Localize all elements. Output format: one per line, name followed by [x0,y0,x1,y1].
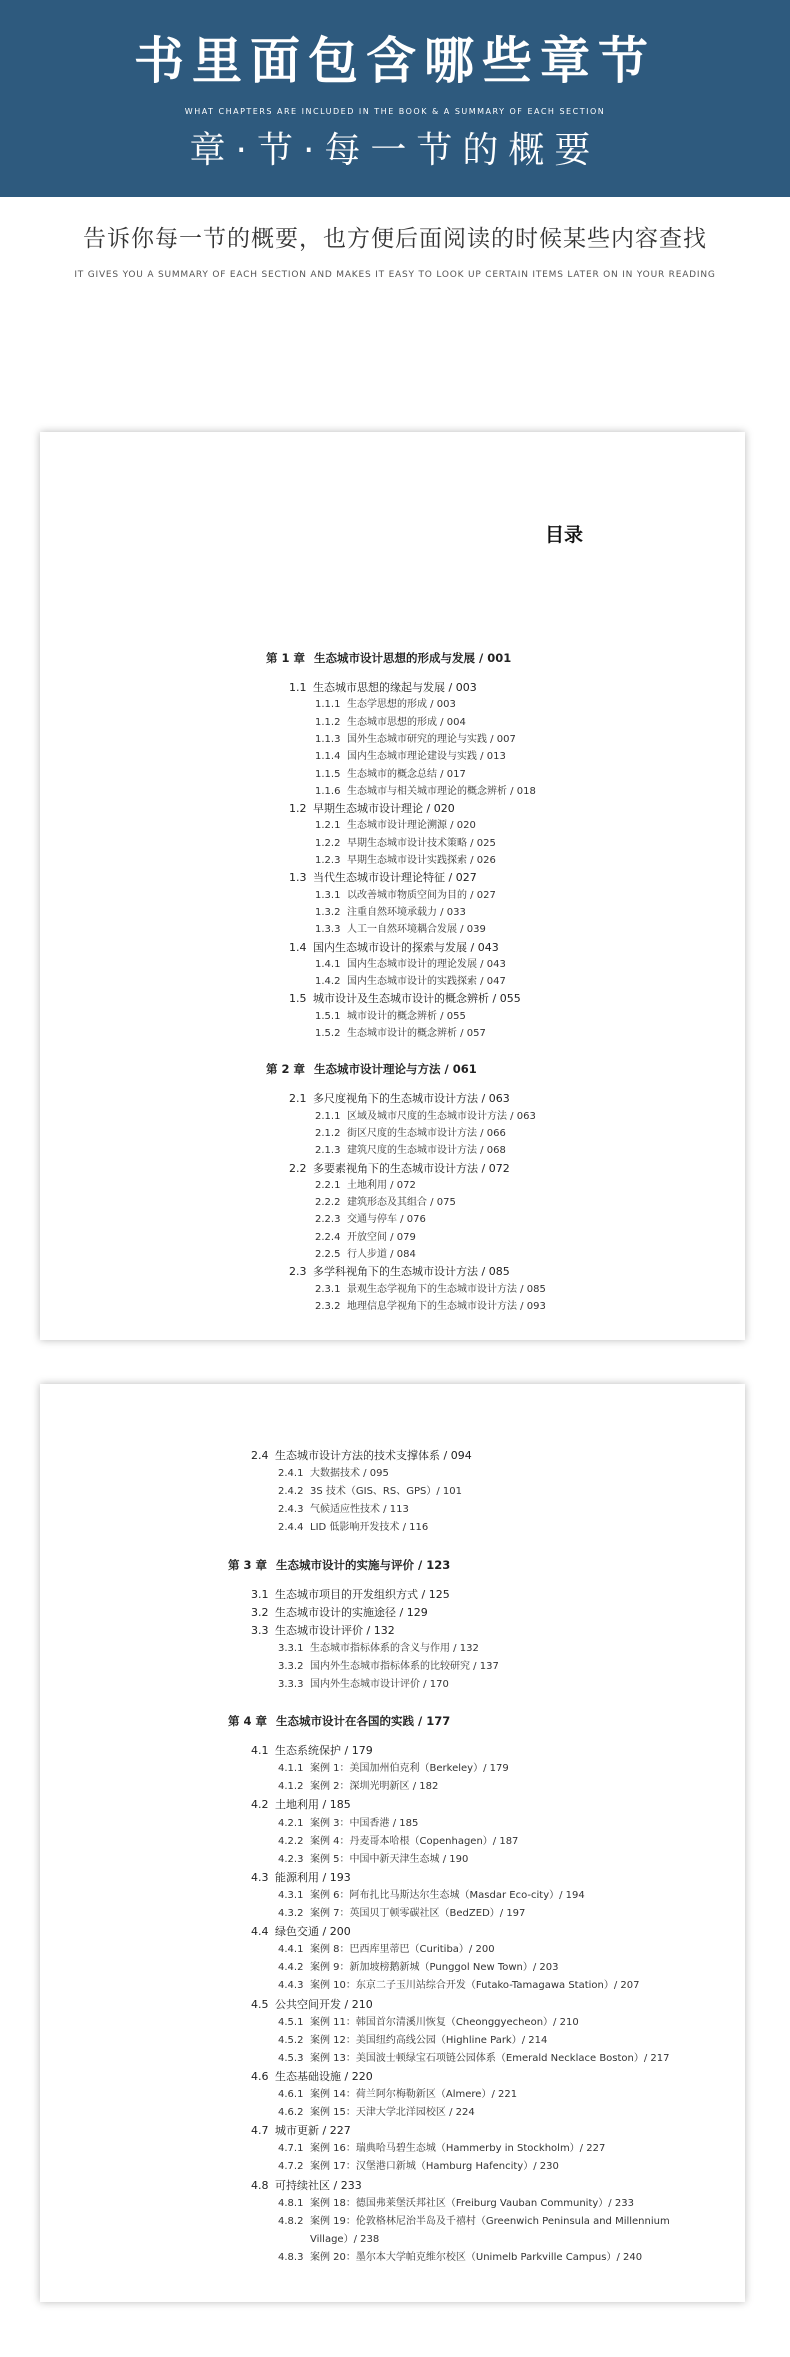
toc-entry-number: 1.1.1 [315,699,341,711]
toc-entry-number: 4.4.3 [278,1980,304,1992]
toc-entry-number: 2.1.1 [315,1110,341,1122]
toc-entry-number: 2.4.4 [278,1522,304,1534]
toc-entry-text: 地理信息学视角下的生态城市设计方法 / 093 [347,1300,546,1312]
toc-entry-number: 1.5.1 [315,1010,341,1022]
toc-entry-text: 生态系统保护 / 179 [275,1744,373,1758]
toc-entry-text: 案例 17：汉堡港口新城（Hamburg Hafencity）/ 230 [310,2161,559,2173]
toc-entry-sub [278,1659,499,1675]
toc-entry-chapter [266,1061,477,1077]
toc-entry-text: 绿色交通 / 200 [275,1925,351,1939]
toc-entry-sub [278,1677,449,1693]
toc-entry-sub [278,1779,438,1795]
toc-entry-number: 1.2.2 [315,837,341,849]
toc-entry-sub [278,1888,585,1904]
toc-entry-text: 案例 7：英国贝丁顿零碳社区（BedZED）/ 197 [310,1908,526,1919]
toc-entry-sub [278,1484,462,1500]
toc-entry-number: 1.1 [289,681,307,694]
toc-entry-text: 国内生态城市设计的理论发展 / 043 [347,958,506,970]
toc-entry-number: 2.4.1 [278,1468,304,1480]
toc-entry-text: 3S 技术（GIS、RS、GPS）/ 101 [310,1486,462,1498]
toc-entry-number: 4.6.1 [278,2089,304,2100]
toc-entry-text: 生态城市思想的形成 / 004 [347,716,466,728]
toc-entry-section [251,1797,351,1813]
toc-entry-section [289,991,521,1007]
toc-entry-text: 生态城市的概念总结 / 017 [347,768,466,780]
banner-title: 书里面包含哪些章节 [134,32,656,90]
toc-entry-number: 1.1.3 [315,733,341,745]
toc-entry-number: 1.2.3 [315,855,341,866]
toc-entry-text: 人工一自然环境耦合发展 / 039 [347,924,486,936]
toc-entry-sub [278,2159,559,2175]
toc-entry-text: 案例 4：丹麦哥本哈根（Copenhagen）/ 187 [310,1835,519,1847]
toc-entry-number: 4.5.3 [278,2052,304,2064]
toc-entry-sub [278,1761,509,1777]
toc-entry-sub [278,1520,428,1536]
toc-entry-sub [315,974,506,990]
toc-entry-cont [278,2232,379,2248]
toc-entry-number: 2.4 [251,1449,269,1462]
toc-entry-text: 景观生态学视角下的生态城市设计方法 / 085 [347,1283,546,1295]
toc-entry-text: 国内外生态城市指标体系的比较研究 / 137 [310,1660,499,1672]
toc-entry-text: 案例 1：美国加州伯克利（Berkeley）/ 179 [310,1763,509,1775]
toc-entry-sub [315,1282,546,1298]
toc-entry-text: 案例 12：美国纽约高线公园（Highline Park）/ 214 [310,2034,548,2046]
toc-entry-section [289,1264,510,1280]
toc-entry-sub [278,2087,517,2103]
toc-entry-sub [315,1178,416,1194]
toc-entry-section [251,1997,373,2013]
toc-entry-number: 3.3.1 [278,1642,304,1654]
toc-entry-text: 注重自然环境承载力 / 033 [347,906,466,918]
toc-entry-number: 1.2.1 [315,820,341,832]
toc-entry-number: 1.3.1 [315,889,341,901]
toc-entry-number: 4.4.1 [278,1944,304,1956]
toc-entry-text: 案例 19：伦敦格林尼治半岛及千禧村（Greenwich Peninsula and Millennium [310,2215,670,2227]
toc-entry-text: 案例 20：墨尔本大学帕克维尔校区（Unimelb Parkville Campus）/ 240 [310,2251,643,2263]
toc-entry-number: 4.1.1 [278,1763,304,1775]
toc-entry-text: 生态城市与相关城市理论的概念辨析 / 018 [347,785,536,797]
toc-entry-text: 早期生态城市设计技术策略 / 025 [347,837,496,849]
banner-subtitle-zh: 章·节·每一节的概要 [189,130,601,171]
toc-entry-section [251,2178,362,2194]
toc-entry-sub [278,1852,468,1868]
toc-entry-text: 案例 18：德国弗莱堡沃邦社区（Freiburg Vauban Community）/ 233 [310,2197,634,2209]
toc-entry-number: 4.6 [251,2069,269,2083]
toc-entry-text: 可持续社区 / 233 [275,2178,362,2192]
toc-entry-number: 2.4.3 [278,1504,304,1516]
toc-entry-text: 案例 2：深圳光明新区 / 182 [310,1781,439,1793]
intro-text-zh: 告诉你每一节的概要，也方便后面阅读的时候某些内容查找 [83,226,707,252]
toc-entry-number: 第 1 章 [266,651,306,665]
toc-entry-number: 4.5.1 [278,2016,304,2028]
toc-entry-text: 多尺度视角下的生态城市设计方法 / 063 [313,1092,510,1106]
toc-entry-text: 国内生态城市理论建设与实践 / 013 [347,751,506,763]
toc-entry-section [251,1924,351,1940]
toc-entry-number: 3.1 [251,1587,269,1601]
toc-entry-text: 案例 11：韩国首尔清溪川恢复（Cheonggyecheon）/ 210 [310,2016,579,2028]
toc-entry-number: 1.5.2 [315,1028,341,1039]
toc-entry-sub [315,1126,506,1142]
toc-entry-sub [315,749,506,765]
toc-entry-section [289,870,477,886]
toc-entry-number: 4.8.2 [278,2215,304,2227]
toc-entry-text: 城市设计及生态城市设计的概念辨析 / 055 [313,992,521,1006]
toc-entry-number: 4.7 [251,2124,269,2138]
toc-entry-text: 案例 16：瑞典哈马碧生态城（Hammerby in Stockholm）/ 227 [310,2143,606,2155]
toc-entry-sub [315,957,506,973]
toc-entry-sub [278,2250,642,2266]
toc-entry-number: 4.8.3 [278,2251,304,2263]
toc-entry-text: 生态城市设计在各国的实践 / 177 [276,1714,451,1729]
toc-entry-text: 生态城市指标体系的含义与作用 / 132 [310,1642,479,1654]
toc-entry-text: 生态城市思想的缘起与发展 / 003 [313,681,477,694]
toc-entry-sub [278,1466,389,1482]
toc-entry-text: 能源利用 / 193 [275,1870,351,1884]
toc-entry-number: 4.4 [251,1925,269,1939]
toc-entry-section [289,801,455,817]
toc-page-1 [40,432,745,1340]
toc-entry-text: 土地利用 / 185 [275,1798,351,1812]
toc-entry-number: 第 3 章 [228,1557,268,1572]
toc-entry-number: 2.3.1 [315,1283,341,1295]
toc-entry-text: 气候适应性技术 / 113 [310,1504,409,1516]
toc-entry-sub [315,715,466,731]
toc-entry-number: 2.2.5 [315,1249,341,1260]
toc-entry-number: 1.3.3 [315,924,341,936]
toc-entry-section [289,680,477,696]
banner-subtitle-en: WHAT CHAPTERS ARE INCLUDED IN THE BOOK & A SUMMARY OF EACH SECTION [184,107,606,116]
toc-entry-number: 2.3 [289,1265,307,1279]
toc-entry-text: 生态城市设计方法的技术支撑体系 / 094 [275,1449,472,1462]
toc-page-2 [40,1384,745,2302]
toc-heading: 目录 [545,524,584,546]
toc-entry-number: 1.4 [289,940,307,954]
toc-entry-text: 生态基础设施 / 220 [275,2069,373,2083]
toc-entry-text: 区域及城市尺度的生态城市设计方法 / 063 [347,1110,536,1122]
toc-entry-sub [315,1212,426,1228]
toc-entry-text: 早期生态城市设计实践探索 / 026 [347,855,496,866]
intro-text-en: IT GIVES YOU A SUMMARY OF EACH SECTION AND MAKES IT EASY TO LOOK UP CERTAIN ITEMS LATER ON IN YOUR READING [74,270,716,280]
toc-entry-text: 生态学思想的形成 / 003 [347,699,456,711]
toc-entry-text: 案例 13：美国波士顿绿宝石项链公园体系（Emerald Necklace Boston）/ 217 [310,2052,670,2064]
toc-entry-sub [315,888,496,904]
toc-entry-number: 4.7.2 [278,2161,304,2173]
toc-entry-number: 4.1 [251,1744,269,1758]
toc-entry-text: 生态城市设计的概念辨析 / 057 [347,1028,486,1039]
toc-entry-sub [278,2051,670,2067]
toc-entry-section [289,940,499,956]
toc-entry-text: 建筑尺度的生态城市设计方法 / 068 [347,1145,506,1157]
toc-entry-sub [278,1906,525,1922]
toc-entry-number: 4.6.2 [278,2107,304,2119]
toc-entry-sub [315,1230,416,1246]
toc-entry-text: 城市设计的概念辨析 / 055 [347,1010,466,1022]
toc-entry-sub [278,1816,418,1832]
toc-entry-sub [315,1009,466,1025]
toc-entry-text: 早期生态城市设计理论 / 020 [313,802,455,816]
toc-entry-number: 2.4.2 [278,1486,304,1498]
toc-entry-text: 案例 6：阿布扎比马斯达尔生态城（Masdar Eco-city）/ 194 [310,1889,585,1901]
toc-entry-number: 第 4 章 [228,1714,268,1729]
toc-entry-section [289,1091,510,1107]
toc-entry-number: 2.1.3 [315,1145,341,1157]
toc-entry-sub [278,2015,579,2031]
toc-entry-number: 1.1.2 [315,716,341,728]
toc-entry-text: 当代生态城市设计理论特征 / 027 [313,871,477,885]
toc-entry-text: 案例 9：新加坡榜鹅新城（Punggol New Town）/ 203 [310,1962,559,1974]
toc-entry-sub [278,1942,495,1958]
toc-entry-text: 生态城市设计的实施与评价 / 123 [276,1557,451,1572]
toc-entry-number: 2.1.2 [315,1127,341,1139]
toc-entry-number: 2.2.1 [315,1179,341,1191]
toc-entry-sub [315,1143,506,1159]
toc-entry-text: 案例 8：巴西库里蒂巴（Curitiba）/ 200 [310,1944,495,1956]
toc-entry-text: 国外生态城市研究的理论与实践 / 007 [347,733,516,745]
toc-entry-text: 城市更新 / 227 [275,2124,351,2138]
toc-entry-number: 4.3.2 [278,1908,304,1919]
toc-entry-text: Village）/ 238 [310,2233,380,2245]
toc-entry-sub [315,784,536,800]
toc-entry-number: 4.1.2 [278,1781,304,1793]
toc-entry-number: 2.2 [289,1161,307,1175]
toc-entry-section [251,1743,373,1759]
toc-entry-number: 3.3 [251,1623,269,1637]
toc-entry-sub [278,1960,559,1976]
toc-entry-text: 公共空间开发 / 210 [275,1997,373,2011]
toc-entry-text: 土地利用 / 072 [347,1179,416,1191]
toc-entry-number: 4.2.1 [278,1817,304,1829]
toc-entry-text: 开放空间 / 079 [347,1231,416,1243]
toc-entry-number: 4.7.1 [278,2143,304,2155]
toc-entry-number: 2.2.2 [315,1197,341,1209]
toc-entry-text: 案例 3：中国香港 / 185 [310,1817,419,1829]
toc-entry-number: 1.4.1 [315,958,341,970]
toc-entry-number: 4.4.2 [278,1962,304,1974]
toc-entry-text: 多学科视角下的生态城市设计方法 / 085 [313,1265,510,1279]
toc-entry-section [289,1161,510,1177]
toc-entry-section [251,1623,395,1639]
header-banner [0,0,790,197]
toc-entry-text: 多要素视角下的生态城市设计方法 / 072 [313,1161,510,1175]
toc-entry-chapter [228,1557,450,1573]
toc-entry-text: 国内生态城市设计的实践探索 / 047 [347,976,506,988]
toc-entry-number: 4.5 [251,1997,269,2011]
toc-entry-text: 生态城市项目的开发组织方式 / 125 [275,1587,450,1601]
toc-entry-sub [278,2105,475,2121]
toc-entry-number: 3.3.2 [278,1660,304,1672]
toc-entry-text: 生态城市设计理论与方法 / 061 [314,1062,477,1077]
toc-entry-sub [315,1026,486,1042]
toc-entry-number: 4.2 [251,1798,269,1812]
toc-entry-sub [278,2033,547,2049]
toc-entry-chapter [266,650,511,666]
toc-entry-sub [315,922,486,938]
toc-entry-number: 4.2.2 [278,1835,304,1847]
toc-entry-sub [315,732,516,748]
toc-entry-number: 2.1 [289,1092,307,1106]
toc-entry-sub [315,836,496,852]
toc-entry-sub [278,1502,409,1518]
toc-entry-text: 国内生态城市设计的探索与发展 / 043 [313,940,499,954]
toc-entry-text: 行人步道 / 084 [347,1249,416,1260]
toc-entry-sub [278,2196,634,2212]
toc-entry-number: 1.4.2 [315,976,341,988]
toc-entry-number: 4.8.1 [278,2197,304,2209]
toc-entry-sub [278,2141,605,2157]
toc-entry-section [251,1870,351,1886]
toc-entry-number: 1.5 [289,992,307,1006]
toc-entry-text: LID 低影响开发技术 / 116 [310,1522,429,1534]
toc-entry-text: 案例 14：荷兰阿尔梅勒新区（Almere）/ 221 [310,2089,518,2100]
toc-entry-number: 1.1.4 [315,751,341,763]
toc-entry-section [251,1448,472,1464]
toc-entry-sub [315,818,476,834]
toc-entry-number: 第 2 章 [266,1062,306,1077]
toc-entry-number: 4.5.2 [278,2034,304,2046]
toc-entry-text: 交通与停车 / 076 [347,1214,426,1226]
toc-entry-text: 街区尺度的生态城市设计方法 / 066 [347,1127,506,1139]
toc-entry-sub [315,905,466,921]
toc-entry-sub [315,1195,456,1211]
toc-entry-text: 案例 5：中国中新天津生态城 / 190 [310,1853,469,1865]
toc-entry-text: 以改善城市物质空间为目的 / 027 [347,889,496,901]
toc-entry-number: 1.1.6 [315,785,341,797]
toc-entry-number: 1.3 [289,871,307,885]
toc-entry-sub [315,1109,536,1125]
toc-entry-text: 建筑形态及其组合 / 075 [347,1197,456,1209]
toc-entry-number: 4.3 [251,1870,269,1884]
toc-entry-sub [315,1247,416,1263]
toc-entry-sub [315,1299,546,1315]
toc-entry-sub [278,1978,640,1994]
toc-entry-section [251,2123,351,2139]
toc-entry-number: 4.2.3 [278,1853,304,1865]
toc-entry-section [251,2069,373,2085]
toc-entry-text: 生态城市设计评价 / 132 [275,1623,395,1637]
toc-entry-number: 1.3.2 [315,906,341,918]
toc-entry-number: 4.3.1 [278,1889,304,1901]
toc-entry-number: 2.2.4 [315,1231,341,1243]
toc-entry-number: 2.3.2 [315,1300,341,1312]
toc-entry-chapter [228,1713,450,1729]
toc-entry-section [251,1605,428,1621]
toc-entry-section [251,1587,450,1603]
toc-entry-number: 3.2 [251,1605,269,1619]
toc-entry-text: 案例 15：天津大学北洋园校区 / 224 [310,2107,475,2119]
toc-entry-sub [315,767,466,783]
toc-entry-text: 国内外生态城市设计评价 / 170 [310,1679,449,1690]
toc-entry-number: 1.1.5 [315,768,341,780]
toc-entry-sub [315,853,496,869]
toc-entry-sub [278,1641,479,1657]
toc-entry-text: 生态城市设计理论溯源 / 020 [347,820,476,832]
toc-entry-number: 1.2 [289,802,307,816]
toc-entry-text: 生态城市设计思想的形成与发展 / 001 [314,651,512,665]
toc-entry-text: 案例 10：东京二子玉川站综合开发（Futako-Tamagawa Station）/ 207 [310,1980,640,1992]
toc-entry-sub [315,697,456,713]
toc-entry-sub [278,2214,670,2230]
toc-entry-sub [278,1834,518,1850]
toc-entry-number: 2.2.3 [315,1214,341,1226]
toc-entry-text: 大数据技术 / 095 [310,1468,389,1480]
toc-entry-number: 3.3.3 [278,1679,304,1690]
toc-entry-number: 4.8 [251,2178,269,2192]
toc-entry-text: 生态城市设计的实施途径 / 129 [275,1605,428,1619]
